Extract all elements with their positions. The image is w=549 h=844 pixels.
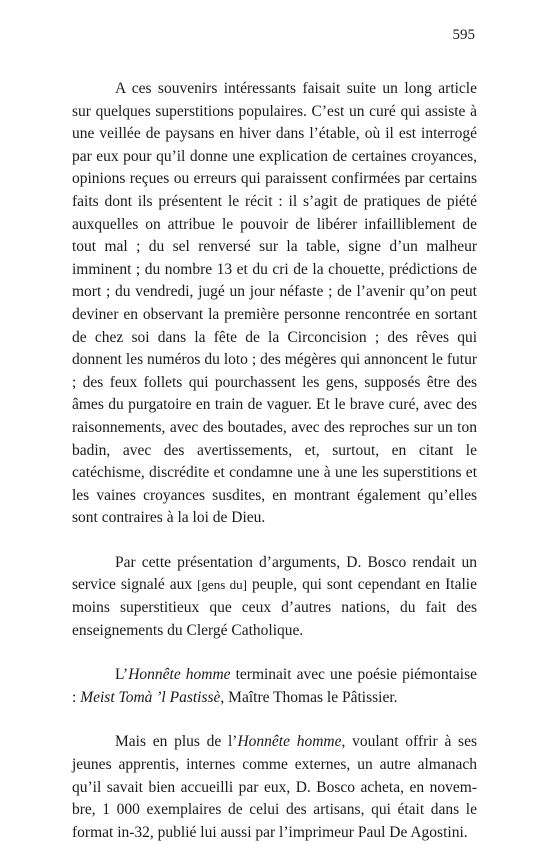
paragraph-text: Mais en plus de l’ [115, 733, 238, 751]
paragraph-text: terminait avec une poésie piémontaise : [72, 666, 477, 706]
page-number: 595 [452, 27, 475, 43]
title-italic: Honnête homme [128, 666, 231, 684]
paragraph-poem [72, 664, 477, 709]
poem-title-italic: Meist Tomà ’l Pastissè [80, 688, 221, 706]
paragraph-superstitions [72, 78, 477, 530]
paragraph-text: A ces souvenirs intéressants faisait suite un long article sur quelques superstitions populaires. C’est un curé qui assiste à une veillée de paysans en hiver dans l’étable, où il est interrogé par eux pour qu’il donne une explication de certaines croyances, opinions reçues ou erreurs qui paraissent confirmées par certains faits dont ils présentent le récit : il s’agit de pratiques de piété auxquelles on attribue le pouvoir de libérer infailliblement de tout mal ; du sel renversé sur la table, signe d’un malheur imminent ; du nombre 13 et du cri de la chouette, prédictions de mort ; du vendredi, jugé un jour néfaste ; de l’avenir qu’on peut deviner en observant la première personne rencontrée en sortant de chez soi dans la fête de la Circoncision ; des rêves qui donnent les numéros du loto ; des mégères qui annoncent le futur ; des feux follets qui pourchassent les gens, supposés être des âmes du purgatoire en train de vaguer. Et le brave curé, avec des raisonnements, avec des boutades, avec des reproches sur un ton badin, avec des avertissements, et, surtout, en citant le catéchisme, discrédite et condamne une à une les superstitions et les vaines croyances susdites, en montrant également qu’elles sont contraires à la loi de Dieu. [72, 80, 477, 527]
paragraph-text: L’ [115, 666, 129, 684]
paragraph-almanac [72, 731, 477, 844]
paragraph-text: , voulant offrir à ses jeunes apprentis, internes comme externes, un autre almanach qu’il savait bien accueilli par eux, D. Bosco acheta, en novembre, 1 000 exemplaires de celui des artisans, qui était dans le format in-32, publié lui aussi par l’imprimeur Paul De Agostini. [72, 733, 477, 841]
body-text [72, 78, 477, 844]
bracketed-insert: [gens du] [197, 577, 247, 593]
paragraph-text: peuple, qui sont cependant en Italie moins superstitieux que ceux d’autres nations, du fait des enseignements du Clergé Catholique. [72, 576, 477, 639]
paragraph-text: , Maître Thomas le Pâtissier. [220, 688, 398, 706]
paragraph-text: Par cette présentation d’arguments, D. Bosco rendait un service signalé aux [72, 553, 477, 594]
paragraph-arguments [72, 552, 477, 642]
title-italic: Honnête homme [237, 733, 342, 751]
